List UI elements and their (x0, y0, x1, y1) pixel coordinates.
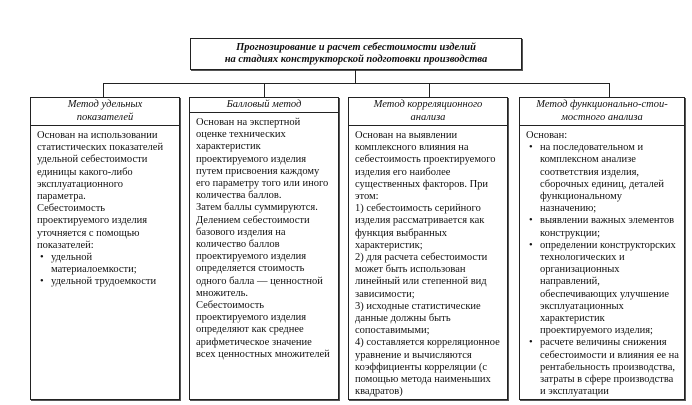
connector-title-down (355, 69, 356, 83)
method-header-line: анализа (410, 111, 446, 123)
description-paragraph: Основан на экспертной оценке технических характеристик проектируемого изделия путем присвоения каждому его параметру того или иного количества баллов. (196, 117, 329, 202)
description-paragraph: Основан: (526, 130, 568, 141)
description-paragraph: Основан на выявлении комплексного влияния на себестоимость проектируемого изделия его наиболее существенных факторов. При этом: (355, 130, 496, 203)
bullet-item: • на последовательном и комплексном анализе соответствия изделия, сборочных единиц, деталей функциональному назначению; (540, 142, 679, 215)
method-description (349, 126, 507, 398)
description-paragraph: Делением себестоимости базового изделия на количество баллов проектируемого изделия определяется стоимость одного балла — ценностной множитель. (196, 214, 323, 299)
connector-col-3 (429, 83, 430, 97)
method-header-line: Метод удельных (67, 99, 143, 110)
connector-col-2 (264, 83, 265, 97)
root-title-line-2: на стадиях конструкторской подготовки производства (224, 54, 488, 65)
method-header-line: Метод корреляционного (373, 99, 483, 110)
description-paragraph: 2) для расчета себестоимости может быть использован линейный или степенной вид зависимости; (355, 252, 488, 300)
method-box-specific-indicators (30, 97, 180, 400)
method-header (349, 98, 507, 126)
method-header (31, 98, 179, 126)
root-title-line-1: Прогнозирование и расчет себестоимости изделий (236, 41, 476, 53)
method-box-point-method (189, 97, 339, 400)
method-header-line: Балловый метод (226, 98, 302, 110)
bullet-list (526, 142, 679, 398)
description-paragraph: 4) составляется корреляционное уравнение и вычисляются коэффициенты корреляции (с помощью метода наименьших квадратов) (355, 337, 500, 398)
description-paragraph: 1) себестоимость серийного изделия рассматривается как функция выбранных характеристик; (355, 203, 485, 251)
method-header-line: показателей (76, 111, 134, 123)
bullet-item: • определении конструкторских технологических и организационных направлений, обеспечивающих улучшение эксплуатационных характеристик проектируемого изделия; (540, 240, 679, 338)
description-paragraph: 3) исходные статистические данные должны быть сопоставимыми; (355, 300, 481, 337)
method-description (31, 126, 179, 289)
connector-horizontal (103, 83, 610, 84)
method-header (190, 98, 338, 113)
description-paragraph: Основан на использовании статистических показателей удельной себестоимости единицы какого-либо эксплуатационного параметра. (37, 130, 164, 203)
method-header-line: мостного анализа (561, 111, 643, 123)
description-paragraph: Затем баллы суммируются. (196, 202, 318, 214)
method-description (520, 126, 684, 398)
bullet-item: • удельной материалоемкости; (51, 252, 174, 276)
method-description (190, 113, 338, 361)
connector-col-4 (609, 83, 610, 97)
method-box-correlation-analysis (348, 97, 508, 400)
method-header (520, 98, 684, 126)
description-paragraph: Себестоимость проектируемого изделия определяют как среднее арифметическое значение всех ценностных множителей (196, 300, 330, 360)
bullet-item: • удельной трудоемкости (51, 276, 174, 288)
bullet-item: • расчете величины снижения себестоимости и влияния ее на рентабельность производства, затраты в сфере производства и эксплуатации (540, 337, 679, 398)
description-paragraph: Себестоимость проектируемого изделия уточняется с помощью показателей: (37, 203, 148, 251)
bullet-item: • выявлении важных элементов конструкции; (540, 215, 679, 239)
connector-col-1 (103, 83, 104, 97)
root-title-box (190, 38, 522, 70)
method-box-functional-cost-analysis (519, 97, 685, 400)
method-header-line: Метод функционально-стои- (536, 99, 668, 110)
bullet-list (37, 252, 174, 289)
